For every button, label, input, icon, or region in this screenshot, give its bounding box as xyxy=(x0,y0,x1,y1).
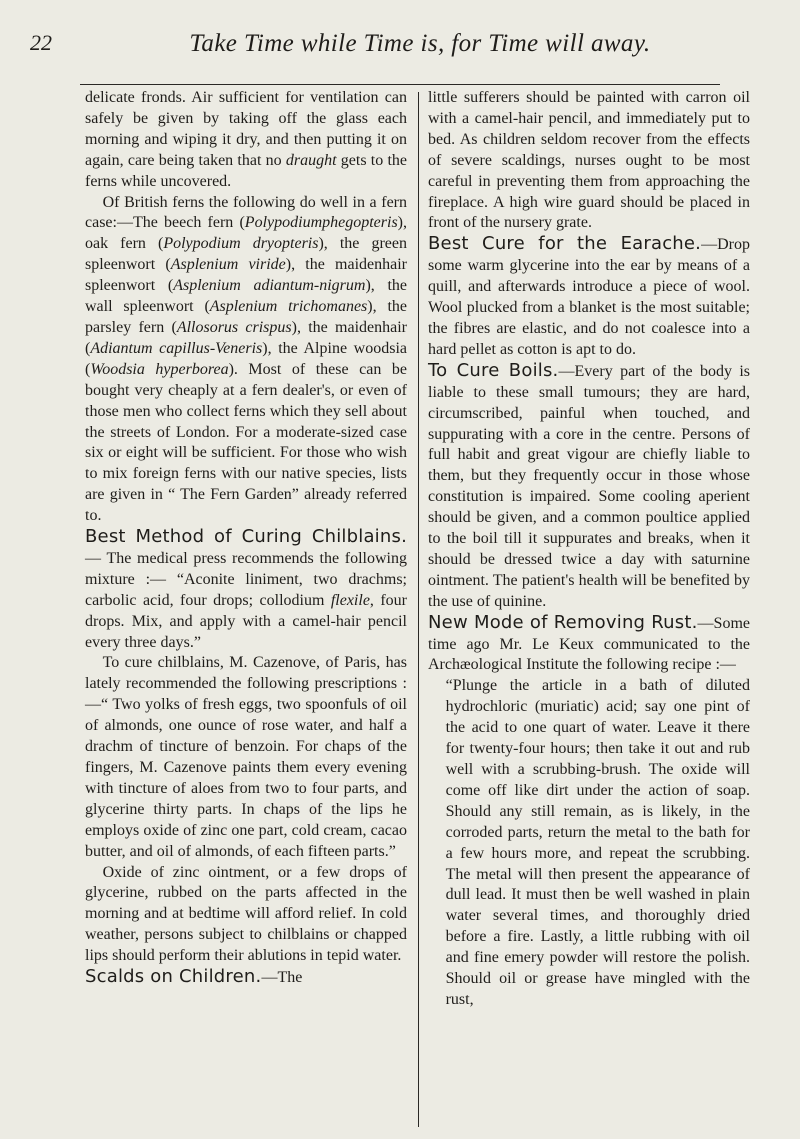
page-number: 22 xyxy=(30,30,52,55)
right-column xyxy=(428,88,750,1011)
left-column xyxy=(85,88,407,989)
section-chilblains: Best Method of Curing Chilblains.— The medical press recommends the following mixture :— “Aconite liniment, two drachms; carbolic acid, four drops; collodium flexile, four drops. Mix, and apply with a camel-hair pencil every three days.” xyxy=(85,526,407,651)
running-head xyxy=(30,30,770,70)
header-rule xyxy=(80,84,720,85)
running-head-title: Take Time while Time is, for Time will away. xyxy=(189,30,651,57)
heading-chilblains: Best Method of Curing Chilblains. xyxy=(85,526,407,548)
heading-scalds: Scalds on Children. xyxy=(85,966,262,988)
column-divider xyxy=(418,92,419,1127)
paragraph-rust-recipe: “Plunge the article in a bath of diluted hydrochloric (muriatic) acid; say one pint of the acid to one quart of water. Leave it there for twenty-four hours; then take it out and rub well with a scrubbing-brush. The oxide will come off like dirt under the action of soap. Should any still remain, as is likely, in the corroded parts, return the metal to the bath for a few hours more, and repeat the scrubbing. The metal will then present the appearance of dull lead. It must then be well washed in plain water several times, and thoroughly dried before a fire. Lastly, a little rubbing with oil and fine emery powder will restore the polish. Should oil or grease have mingled with the rust, xyxy=(445,677,750,1008)
paragraph-cazenove: To cure chilblains, M. Cazenove, of Paris, has lately recommended the following prescriptions :—“ Two yolks of fresh eggs, two spoonfuls of oil of almonds, one ounce of rose water, and half a drachm of tincture of benzoin. For chaps of the fingers, M. Cazenove paints them every evening with tincture of aloes from two to four parts, and glycerine thirty parts. In chaps of the lips he employs oxide of zinc one part, cold cream, cacao butter, and oil of almonds, of each fifteen parts.” xyxy=(85,654,407,860)
paragraph-british-ferns: Of British ferns the following do well in a fern case:—The beech fern (Polypodiumphegopteris), oak fern (Polypodium dryopteris), the green spleenwort (Asplenium viride), the maidenhair spleenwort (Asplenium adiantum-nigrum), the wall spleenwort (Asplenium trichomanes), the parsley fern (Allosorus crispus), the maidenhair (Adiantum capillus-Veneris), the Alpine woodsia (Woodsia hyperborea). Most of these can be bought very cheaply at a fern dealer's, or even of those men who collect ferns which they sell about the streets of London. For a moderate-sized case six or eight will be sufficient. For those who wish to mix foreign ferns with our native species, lists are given in “ The Fern Garden” already referred to. xyxy=(85,193,408,525)
heading-rust: New Mode of Removing Rust. xyxy=(428,611,698,633)
section-boils: To Cure Boils.—Every part of the body is liable to these small tumours; they are hard, circumscribed, painful when touched, and suppurating with a core in the centre. Persons of full habit and great vigour are chiefly liable to them, but they frequently occur in those whose constitution is impaired. Some cooling aperient should be given, and a common poultice applied to the boil till it suppurates and breaks, when it should be dressed twice a day with saturnine ointment. The patient's health will be benefited by the use of quinine. xyxy=(428,359,751,610)
heading-earache: Best Cure for the Earache. xyxy=(428,233,702,255)
section-rust: New Mode of Removing Rust.—Some time ago Mr. Le Keux communicated to the Archæological Institute the following recipe :— xyxy=(428,611,750,674)
paragraph-fern-ventilation: delicate fronds. Air sufficient for ventilation can safely be given by taking off the glass each morning and wiping it dry, and then putting it on again, care being taken that no draught gets to the ferns while uncovered. xyxy=(85,89,408,190)
section-scalds: Scalds on Children.—The xyxy=(85,966,303,988)
paragraph-scalds-continued: little sufferers should be painted with carron oil with a camel-hair pencil, and immediately put to bed. As children seldom recover from the effects of severe scaldings, nurses ought to be most careful in preventing them from approaching the fireplace. A high wire guard should be placed in front of the nursery grate. xyxy=(428,89,750,232)
heading-boils: To Cure Boils. xyxy=(428,359,559,381)
section-earache: Best Cure for the Earache.—Drop some warm glycerine into the ear by means of a quill, and afterwards introduce a piece of wool. Wool plucked from a blanket is the most suitable; the fibres are elastic, and do not coalesce into a hard pellet as cotton is apt to do. xyxy=(428,233,750,358)
paragraph-zinc-ointment: Oxide of zinc ointment, or a few drops of glycerine, rubbed on the parts affected in the morning and at bedtime will afford relief. In cold weather, persons subject to chilblains or chapped lips should perform their ablutions in tepid water. xyxy=(85,863,407,965)
